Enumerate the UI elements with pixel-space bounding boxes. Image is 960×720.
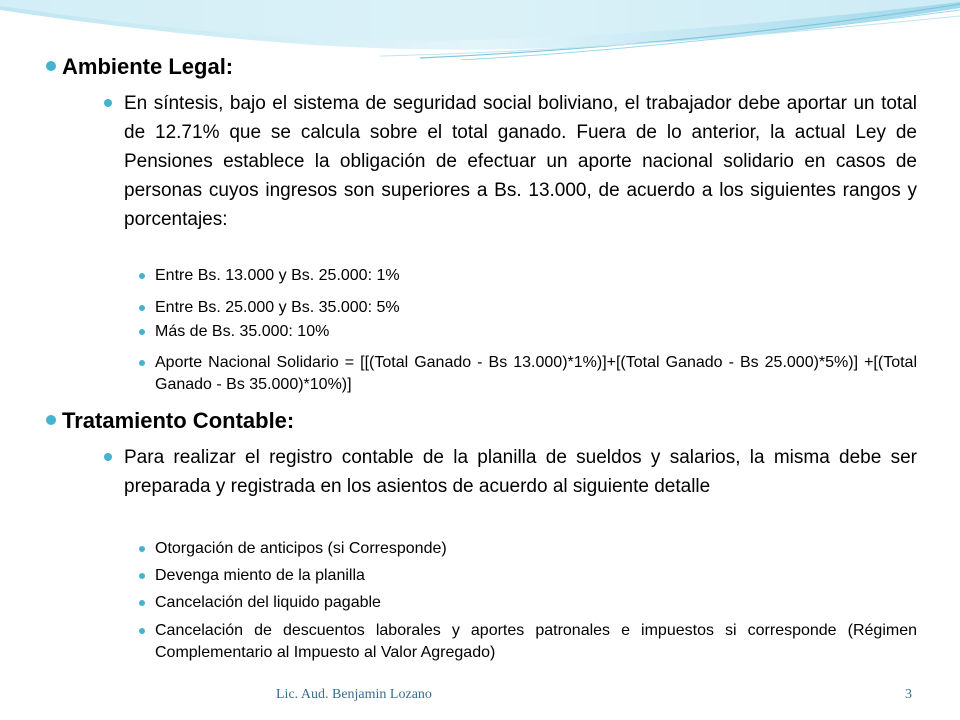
list-item-liquido-pagable: Cancelación del liquido pagable (155, 592, 917, 614)
list-item-descuentos: Cancelación de descuentos laborales y aportes patronales e impuestos si corresponde (Régimen Complementario al Impuesto al Valor Agregado) (155, 620, 917, 664)
paragraph-ambiente-legal: En síntesis, bajo el sistema de seguridad social boliviano, el trabajador debe aportar un total de 12.71% que se calcula sobre el total ganado. Fuera de lo anterior, la actual Ley de Pensiones establece la obligación de efectuar un aporte nacional solidario en casos de personas cuyos ingresos son superiores a Bs. 13.000, de acuerdo a los siguientes rangos y porcentajes: (124, 89, 917, 234)
list-item-rango-3: Más de Bs. 35.000: 10% (155, 321, 917, 343)
footer-author: Lic. Aud. Benjamin Lozano (276, 687, 432, 702)
heading-ambiente-legal: Ambiente Legal: (62, 54, 234, 79)
list-item-rango-1: Entre Bs. 13.000 y Bs. 25.000: 1% (155, 265, 917, 287)
list-item-anticipos: Otorgación de anticipos (si Corresponde) (155, 538, 917, 560)
page-number: 3 (905, 687, 912, 702)
list-item-devengamiento: Devenga miento de la planilla (155, 565, 917, 587)
paragraph-tratamiento-contable: Para realizar el registro contable de la planilla de sueldos y salarios, la misma debe ser preparada y registrada en los asientos de acuerdo al siguiente detalle (124, 443, 917, 501)
heading-tratamiento-contable: Tratamiento Contable: (62, 408, 295, 433)
list-item-rango-2: Entre Bs. 25.000 y Bs. 35.000: 5% (155, 297, 917, 319)
list-item-formula: Aporte Nacional Solidario = [[(Total Ganado - Bs 13.000)*1%)]+[(Total Ganado - Bs 25.000)*5%)] +[(Total Ganado - Bs 35.000)*10%)] (155, 352, 917, 396)
